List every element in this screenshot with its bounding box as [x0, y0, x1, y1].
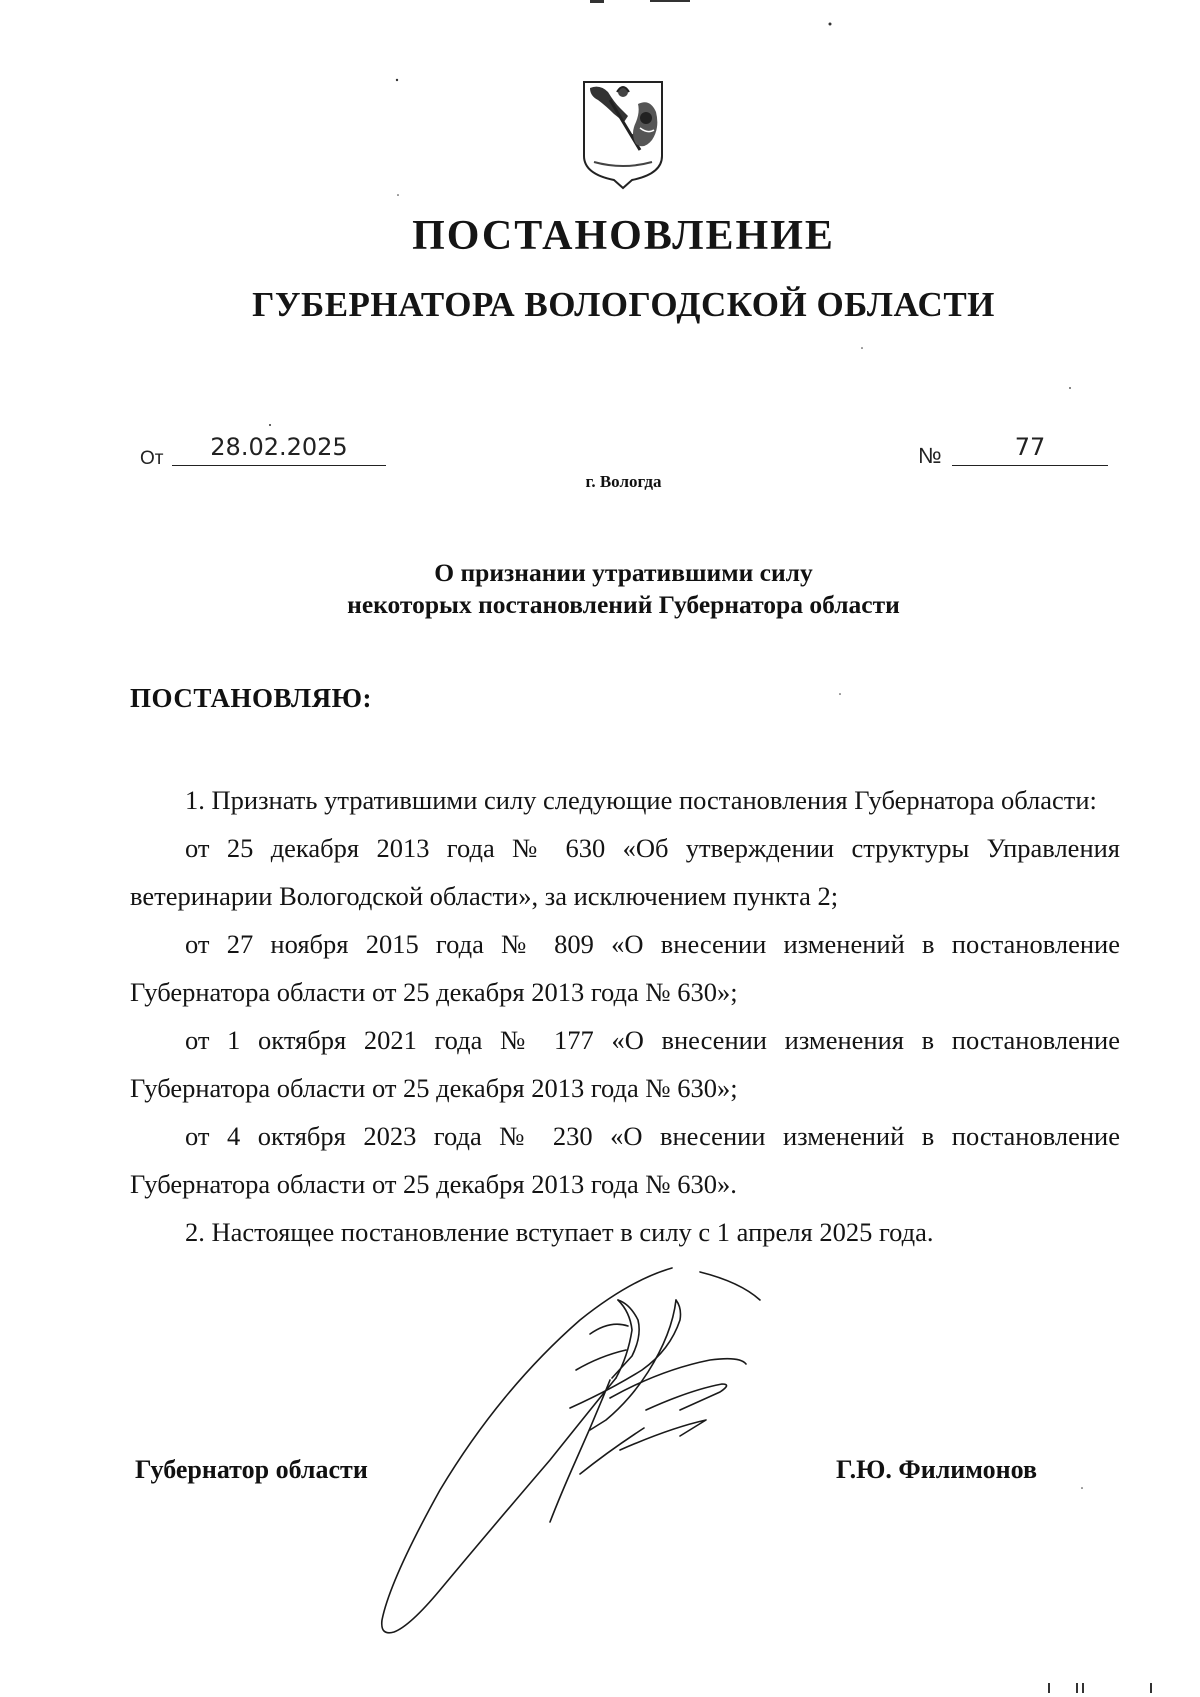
- subject-line-2: некоторых постановлений Губернатора области: [347, 590, 900, 619]
- paragraph: от 4 октября 2023 года № 230 «О внесении изменений в постановление Губернатора области от 25 декабря 2013 года № 630».: [130, 1121, 1120, 1199]
- number-prefix: №: [918, 443, 942, 468]
- document-number: 77: [952, 433, 1108, 466]
- document-title: ПОСТАНОВЛЕНИЕ: [412, 213, 835, 259]
- paragraph: 1. Признать утратившими силу следующие постановления Губернатора области:: [185, 785, 1097, 815]
- document-date: 28.02.2025: [172, 433, 386, 466]
- document-subject: [0, 557, 1200, 621]
- paragraph: от 27 ноября 2015 года № 809 «О внесении изменений в постановление Губернатора области от 25 декабря 2013 года № 630»;: [130, 929, 1120, 1007]
- city-label: г. Вологда: [585, 472, 662, 491]
- date-prefix: От: [140, 448, 164, 469]
- document-body: [130, 776, 1120, 1256]
- paragraph: 2. Настоящее постановление вступает в силу с 1 апреля 2025 года.: [185, 1217, 934, 1247]
- handwritten-signature: [380, 1260, 820, 1640]
- decree-heading: ПОСТАНОВЛЯЮ:: [130, 683, 372, 713]
- paragraph: от 1 октября 2021 года № 177 «О внесении изменения в постановление Губернатора области от 25 декабря 2013 года № 630»;: [130, 1025, 1120, 1103]
- signatory-name: Г.Ю. Филимонов: [836, 1455, 1038, 1484]
- coat-of-arms-icon: [580, 78, 666, 190]
- paragraph: от 25 декабря 2013 года № 630 «Об утверждении структуры Управления ветеринарии Вологодской области», за исключением пункта 2;: [130, 833, 1120, 911]
- signatory-role: Губернатор области: [135, 1455, 368, 1484]
- document-subtitle: ГУБЕРНАТОРА ВОЛОГОДСКОЙ ОБЛАСТИ: [252, 285, 995, 324]
- subject-line-1: О признании утратившими силу: [434, 558, 813, 587]
